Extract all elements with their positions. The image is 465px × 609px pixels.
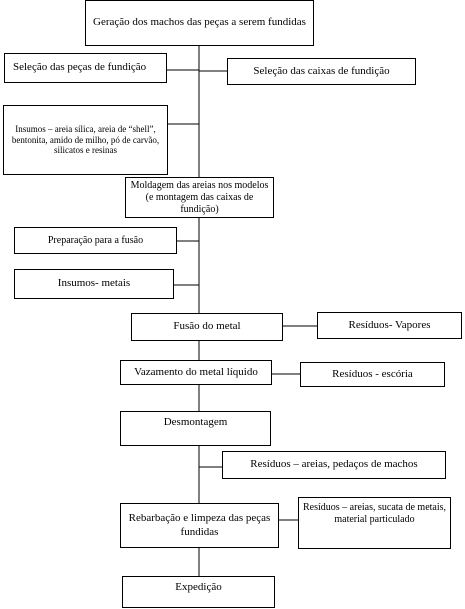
node-rebarbacao-label: Rebarbação e limpeza das peças fundidas: [128, 512, 271, 538]
node-residuos-areias-machos-label: Resíduos – areias, pedaços de machos: [250, 458, 418, 471]
node-insumos-metais-label: Insumos- metais: [57, 277, 131, 290]
node-moldagem-label: Moldagem das areias nos modelos (e montagem das caixas de fundição): [130, 179, 269, 215]
node-residuos-vapores: [317, 312, 462, 339]
node-selecao-pecas: [4, 53, 167, 83]
node-moldagem: [125, 177, 274, 218]
node-insumos-areia-label: Insumos – areia sílica, areia de “shell”, bentonita, amido de milho, pó de carvão, silicatos e resinas: [11, 123, 160, 156]
node-selecao-caixas-label: Seleção das caixas de fundição: [253, 64, 390, 77]
node-insumos-metais: [14, 269, 174, 299]
node-selecao-caixas: [227, 58, 416, 85]
node-fusao: [131, 313, 283, 341]
node-residuos-escoria-label: Resíduos - escória: [332, 367, 413, 380]
node-geracao-machos-label: Geração dos machos das peças a serem fundidas: [93, 16, 306, 29]
node-preparacao: [14, 227, 177, 254]
node-geracao-machos: [85, 0, 314, 46]
node-insumos-areia: [3, 105, 168, 175]
node-expedicao: [122, 576, 275, 608]
node-residuos-vapores-label: Resíduos- Vapores: [348, 318, 431, 331]
node-residuos-areias-sucata: [298, 497, 451, 549]
node-selecao-pecas-label: Seleção das peças de fundição: [13, 61, 147, 74]
node-vazamento: [120, 360, 272, 385]
node-residuos-areias-sucata-label: Resíduos – areias, sucata de metais, material particulado: [303, 502, 447, 525]
node-fusao-label: Fusão do metal: [173, 320, 241, 333]
node-vazamento-label: Vazamento do metal líquido: [134, 365, 258, 378]
node-residuos-escoria: [300, 362, 445, 387]
node-desmontagem: [120, 411, 271, 446]
node-residuos-areias-machos: [222, 451, 446, 479]
node-desmontagem-label: Desmontagem: [163, 416, 228, 428]
node-preparacao-label: Preparação para a fusão: [47, 234, 144, 246]
node-rebarbacao: [120, 503, 279, 548]
node-expedicao-label: Expedição: [175, 581, 222, 593]
